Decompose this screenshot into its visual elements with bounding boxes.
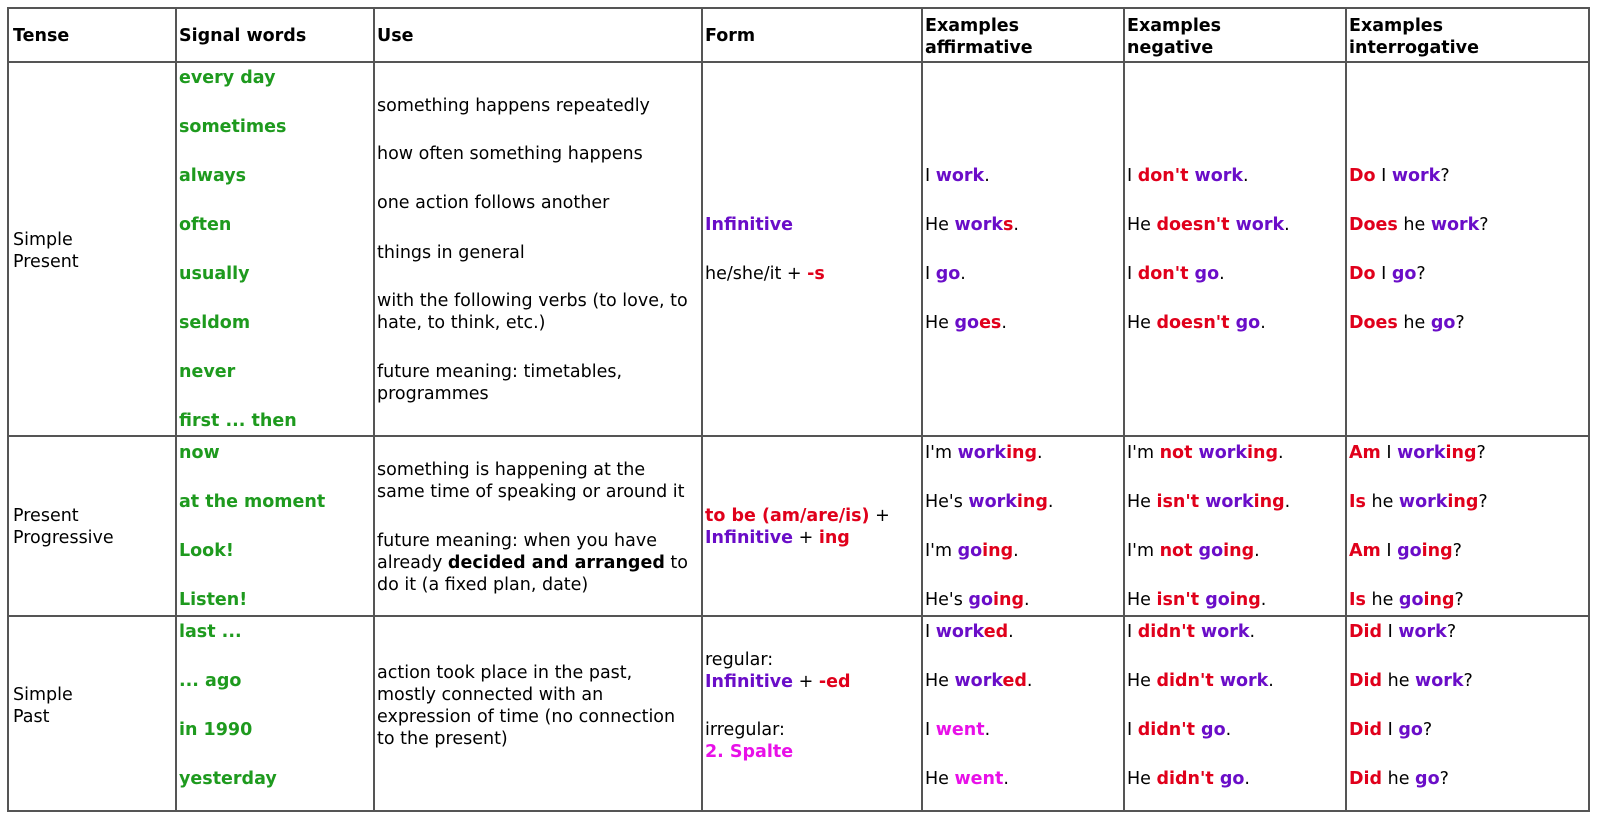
- punctuation: .: [1260, 313, 1266, 333]
- pronoun: I: [1375, 264, 1392, 284]
- example-interrogative: [1349, 589, 1464, 611]
- use-line: [377, 552, 688, 574]
- pronoun: I: [1127, 264, 1138, 284]
- column-divider: [921, 7, 923, 812]
- use-text: [377, 361, 622, 405]
- verb: work: [954, 671, 1003, 691]
- example-affirmative: [925, 214, 1019, 236]
- signal-word: always: [179, 166, 247, 186]
- punctuation: .: [1284, 215, 1290, 235]
- form-line: regular:: [705, 650, 774, 670]
- auxiliary: doesn't: [1156, 215, 1230, 235]
- tense-name-simple-past: [13, 684, 73, 728]
- auxiliary: isn't: [1156, 492, 1200, 512]
- form-ed: -ed: [818, 672, 851, 692]
- verb: work: [1415, 671, 1464, 691]
- pronoun: I: [925, 166, 936, 186]
- use-line: mostly connected with an: [377, 685, 604, 705]
- signal-word: usually: [179, 264, 250, 284]
- punctuation: .: [1284, 492, 1291, 512]
- header-line: Examples: [1349, 16, 1444, 36]
- form-infinitive: Infinitive: [705, 672, 794, 692]
- verb: work: [1199, 492, 1254, 512]
- signal-word: ... ago: [179, 671, 242, 691]
- form-text: [705, 719, 793, 763]
- pronoun: He: [1127, 671, 1157, 691]
- example-affirmative: [925, 442, 1043, 464]
- use-line: same time of speaking or around it: [377, 482, 685, 502]
- pronoun: he: [1365, 492, 1399, 512]
- verb: work: [935, 166, 985, 186]
- example-negative: [1127, 670, 1274, 692]
- example-interrogative: [1349, 670, 1473, 692]
- auxiliary: Is: [1349, 492, 1366, 512]
- example-negative: [1127, 589, 1266, 611]
- verb: go: [1199, 590, 1230, 610]
- punctuation: .: [1219, 264, 1225, 284]
- signal-word: last ...: [179, 622, 242, 642]
- signal-word: yesterday: [179, 769, 277, 789]
- signal-word: in 1990: [179, 720, 253, 740]
- punctuation: ?: [1479, 215, 1489, 235]
- verb: go: [1397, 541, 1422, 561]
- signal-word: sometimes: [179, 117, 287, 137]
- verb: work: [1398, 492, 1448, 512]
- suffix: ing: [1247, 443, 1278, 463]
- form-line: [705, 671, 851, 693]
- example-interrogative: [1349, 768, 1449, 790]
- suffix: ing: [982, 541, 1014, 561]
- use-fragment: already: [377, 553, 448, 573]
- suffix: ed: [983, 622, 1009, 642]
- suffix: ing: [1223, 541, 1255, 561]
- form-ing: ing: [818, 528, 850, 548]
- table-border-top: [7, 7, 1590, 9]
- use-text: something happens repeatedly: [377, 96, 650, 116]
- pronoun: I'm: [1127, 541, 1160, 561]
- signal-word: Look!: [179, 541, 234, 561]
- verb: go: [1391, 264, 1417, 284]
- pronoun: He: [925, 313, 955, 333]
- header-line: affirmative: [925, 38, 1033, 58]
- header-line: Examples: [925, 16, 1020, 36]
- verb: work: [954, 215, 1003, 235]
- punctuation: .: [1243, 166, 1249, 186]
- punctuation: .: [1023, 590, 1030, 610]
- header-line: negative: [1127, 38, 1214, 58]
- use-text: [377, 662, 675, 750]
- verb: work: [1229, 215, 1285, 235]
- pronoun: I: [1127, 720, 1138, 740]
- verb: work: [1397, 443, 1446, 463]
- column-divider: [1123, 7, 1125, 812]
- header-tense: Tense: [13, 26, 70, 46]
- auxiliary: Did: [1349, 720, 1383, 740]
- punctuation: .: [1037, 443, 1043, 463]
- suffix: ing: [1423, 590, 1455, 610]
- verb: go: [1194, 720, 1226, 740]
- auxiliary: didn't: [1156, 769, 1214, 789]
- auxiliary: Did: [1349, 671, 1383, 691]
- use-text: one action follows another: [377, 193, 610, 213]
- auxiliary: Did: [1349, 769, 1383, 789]
- form-text: [705, 649, 851, 693]
- tense-name-present-progressive: [13, 505, 114, 549]
- punctuation: ?: [1476, 443, 1486, 463]
- example-affirmative: [925, 312, 1007, 334]
- auxiliary: don't: [1137, 166, 1189, 186]
- tense-line: Present: [13, 252, 79, 272]
- form-text: [705, 505, 890, 549]
- example-affirmative: [925, 670, 1032, 692]
- form-line: irregular:: [705, 720, 785, 740]
- example-negative: [1127, 491, 1290, 513]
- example-negative: [1127, 263, 1225, 285]
- example-interrogative: [1349, 621, 1456, 643]
- auxiliary: Is: [1349, 590, 1366, 610]
- example-interrogative: [1349, 165, 1450, 187]
- signal-word: now: [179, 443, 220, 463]
- example-affirmative: [925, 165, 990, 187]
- punctuation: .: [984, 166, 990, 186]
- punctuation: .: [1013, 541, 1019, 561]
- pronoun: I'm: [1127, 443, 1160, 463]
- table-border-left: [7, 7, 9, 812]
- form-third-person: [705, 263, 825, 285]
- verb: work: [957, 443, 1007, 463]
- use-text: [377, 459, 685, 503]
- signal-word: every day: [179, 68, 276, 88]
- verb: go: [1229, 313, 1261, 333]
- column-divider: [1345, 7, 1347, 812]
- verb: work: [1188, 166, 1244, 186]
- use-line: hate, to think, etc.): [377, 313, 546, 333]
- pronoun: He's: [925, 590, 969, 610]
- form-line: [705, 527, 890, 549]
- verb: go: [1188, 264, 1220, 284]
- verb: go: [1398, 590, 1424, 610]
- punctuation: ?: [1478, 492, 1488, 512]
- form-spalte: 2. Spalte: [705, 742, 794, 762]
- header-examples-negative: [1127, 15, 1221, 59]
- verb: go: [957, 541, 983, 561]
- form-line: [705, 505, 890, 527]
- pronoun: he: [1382, 769, 1416, 789]
- pronoun: I: [1380, 443, 1398, 463]
- row-divider: [7, 615, 1590, 617]
- auxiliary: Am: [1349, 443, 1381, 463]
- signal-word: first ... then: [179, 411, 297, 431]
- tense-line: Present: [13, 506, 79, 526]
- header-examples-interrogative: [1349, 15, 1479, 59]
- header-use: Use: [377, 26, 414, 46]
- column-divider: [175, 7, 177, 812]
- table-border-bottom: [7, 810, 1590, 812]
- punctuation: ?: [1452, 541, 1462, 561]
- use-line: do it (a fixed plan, date): [377, 575, 589, 595]
- suffix: ing: [1421, 541, 1453, 561]
- form-plus: +: [869, 506, 890, 526]
- tense-line: Simple: [13, 685, 73, 705]
- example-affirmative: [925, 621, 1014, 643]
- pronoun: He: [925, 215, 955, 235]
- verb: go: [954, 313, 980, 333]
- signal-word: often: [179, 215, 232, 235]
- punctuation: .: [1003, 769, 1009, 789]
- header-line: Examples: [1127, 16, 1222, 36]
- column-divider: [373, 7, 375, 812]
- punctuation: ?: [1455, 313, 1465, 333]
- example-affirmative: [925, 491, 1053, 513]
- signal-word: never: [179, 362, 236, 382]
- use-text: things in general: [377, 243, 525, 263]
- verb: work: [1192, 443, 1248, 463]
- verb: go: [1430, 313, 1456, 333]
- tenses-table: [7, 7, 1590, 812]
- suffix: ing: [1445, 443, 1477, 463]
- auxiliary: not: [1159, 443, 1193, 463]
- example-interrogative: [1349, 491, 1488, 513]
- auxiliary: Do: [1349, 166, 1376, 186]
- header-line: interrogative: [1349, 38, 1479, 58]
- punctuation: .: [984, 720, 991, 740]
- pronoun: I: [1127, 166, 1138, 186]
- punctuation: .: [1047, 492, 1054, 512]
- verb: work: [1213, 671, 1269, 691]
- use-fragment: to: [664, 553, 688, 573]
- pronoun: He: [1127, 492, 1157, 512]
- verb: go: [935, 264, 961, 284]
- header-form: Form: [705, 26, 756, 46]
- suffix: ed: [1002, 671, 1027, 691]
- punctuation: .: [1278, 443, 1284, 463]
- example-affirmative: [925, 768, 1009, 790]
- use-text: [377, 290, 688, 334]
- pronoun: He's: [925, 492, 969, 512]
- auxiliary: didn't: [1137, 720, 1195, 740]
- pronoun: I'm: [925, 443, 958, 463]
- suffix: ing: [1016, 492, 1048, 512]
- example-interrogative: [1349, 312, 1465, 334]
- example-negative: [1127, 312, 1266, 334]
- punctuation: ?: [1440, 166, 1450, 186]
- use-text: how often something happens: [377, 144, 643, 164]
- table-border-right: [1588, 7, 1590, 812]
- form-plus: +: [793, 672, 819, 692]
- example-negative: [1127, 621, 1255, 643]
- pronoun: I'm: [925, 541, 958, 561]
- verb: work: [1194, 622, 1250, 642]
- use-line: something is happening at the: [377, 460, 646, 480]
- example-interrogative: [1349, 719, 1432, 741]
- example-negative: [1127, 540, 1260, 562]
- auxiliary: Does: [1349, 215, 1398, 235]
- auxiliary: doesn't: [1156, 313, 1230, 333]
- example-interrogative: [1349, 214, 1489, 236]
- form-to-be: to be (am/are/is): [705, 506, 870, 526]
- use-line: programmes: [377, 384, 489, 404]
- pronoun: I: [1380, 541, 1398, 561]
- verb: go: [1415, 769, 1440, 789]
- punctuation: .: [1013, 215, 1019, 235]
- example-affirmative: [925, 589, 1030, 611]
- pronoun: He: [925, 671, 955, 691]
- suffix: ing: [1447, 492, 1479, 512]
- punctuation: .: [1268, 671, 1274, 691]
- auxiliary: Does: [1349, 313, 1398, 333]
- pronoun: He: [1127, 590, 1157, 610]
- punctuation: .: [1225, 720, 1232, 740]
- punctuation: ?: [1463, 671, 1473, 691]
- example-affirmative: [925, 540, 1019, 562]
- pronoun: I: [1375, 166, 1392, 186]
- punctuation: .: [1260, 590, 1267, 610]
- example-negative: [1127, 442, 1284, 464]
- form-infinitive: Infinitive: [705, 215, 794, 235]
- example-negative: [1127, 165, 1249, 187]
- suffix: ing: [1229, 590, 1261, 610]
- suffix: ing: [1253, 492, 1285, 512]
- punctuation: .: [1244, 769, 1250, 789]
- punctuation: .: [1254, 541, 1260, 561]
- pronoun: He: [1127, 313, 1157, 333]
- header-signal-words: Signal words: [179, 26, 307, 46]
- pronoun: I: [1382, 720, 1399, 740]
- suffix: ing: [1006, 443, 1038, 463]
- verb-irregular: went: [935, 720, 985, 740]
- verb: work: [1430, 215, 1480, 235]
- use-line: expression of time (no connection: [377, 707, 676, 727]
- pronoun: I: [925, 720, 936, 740]
- punctuation: ?: [1454, 590, 1464, 610]
- header-examples-affirmative: [925, 15, 1033, 59]
- use-line: to the present): [377, 729, 508, 749]
- suffix: s: [1002, 215, 1014, 235]
- punctuation: ?: [1422, 720, 1433, 740]
- verb: go: [968, 590, 993, 610]
- punctuation: .: [1008, 622, 1014, 642]
- auxiliary: don't: [1137, 264, 1189, 284]
- signal-word: at the moment: [179, 492, 326, 512]
- tense-line: Progressive: [13, 528, 114, 548]
- column-divider: [701, 7, 703, 812]
- punctuation: ?: [1416, 264, 1426, 284]
- pronoun: I: [925, 264, 936, 284]
- punctuation: .: [960, 264, 966, 284]
- verb: work: [1398, 622, 1447, 642]
- example-negative: [1127, 214, 1290, 236]
- punctuation: .: [1026, 671, 1033, 691]
- pronoun: I: [925, 622, 936, 642]
- example-negative: [1127, 768, 1250, 790]
- form-text: he/she/it +: [705, 264, 808, 284]
- form-plus: +: [793, 528, 819, 548]
- pronoun: he: [1382, 671, 1416, 691]
- auxiliary: Did: [1349, 622, 1383, 642]
- auxiliary: didn't: [1156, 671, 1214, 691]
- example-interrogative: [1349, 442, 1486, 464]
- suffix: es: [979, 313, 1002, 333]
- example-affirmative: [925, 263, 966, 285]
- example-interrogative: [1349, 540, 1462, 562]
- verb-irregular: went: [954, 769, 1004, 789]
- verb: work: [968, 492, 1017, 512]
- pronoun: he: [1397, 313, 1431, 333]
- pronoun: I: [1382, 622, 1399, 642]
- verb: work: [935, 622, 984, 642]
- auxiliary: Do: [1349, 264, 1376, 284]
- punctuation: ?: [1446, 622, 1457, 642]
- example-interrogative: [1349, 263, 1426, 285]
- verb: work: [1391, 166, 1441, 186]
- auxiliary: not: [1159, 541, 1193, 561]
- form-suffix: -s: [807, 264, 825, 284]
- pronoun: he: [1365, 590, 1399, 610]
- pronoun: He: [925, 769, 955, 789]
- tense-line: Simple: [13, 230, 73, 250]
- suffix: ing: [992, 590, 1024, 610]
- use-line: action took place in the past,: [377, 663, 633, 683]
- row-divider: [7, 61, 1590, 63]
- verb: go: [1213, 769, 1245, 789]
- example-affirmative: [925, 719, 990, 741]
- pronoun: He: [1127, 769, 1157, 789]
- auxiliary: isn't: [1156, 590, 1200, 610]
- signal-word: Listen!: [179, 590, 248, 610]
- verb: go: [1192, 541, 1224, 561]
- auxiliary: Am: [1349, 541, 1381, 561]
- pronoun: he: [1397, 215, 1431, 235]
- use-emphasis: decided and arranged: [447, 553, 665, 573]
- punctuation: .: [1249, 622, 1256, 642]
- example-negative: [1127, 719, 1231, 741]
- punctuation: .: [1001, 313, 1007, 333]
- use-text: [377, 530, 688, 596]
- signal-word: seldom: [179, 313, 251, 333]
- use-line: future meaning: timetables,: [377, 362, 623, 382]
- tense-line: Past: [13, 707, 50, 727]
- use-line: with the following verbs (to love, to: [377, 291, 688, 311]
- form-infinitive: Infinitive: [705, 528, 794, 548]
- tense-name-simple-present: [13, 229, 79, 273]
- row-divider: [7, 435, 1590, 437]
- auxiliary: didn't: [1137, 622, 1195, 642]
- pronoun: He: [1127, 215, 1157, 235]
- pronoun: I: [1127, 622, 1138, 642]
- use-line: future meaning: when you have: [377, 531, 657, 551]
- punctuation: ?: [1439, 769, 1449, 789]
- verb: go: [1398, 720, 1423, 740]
